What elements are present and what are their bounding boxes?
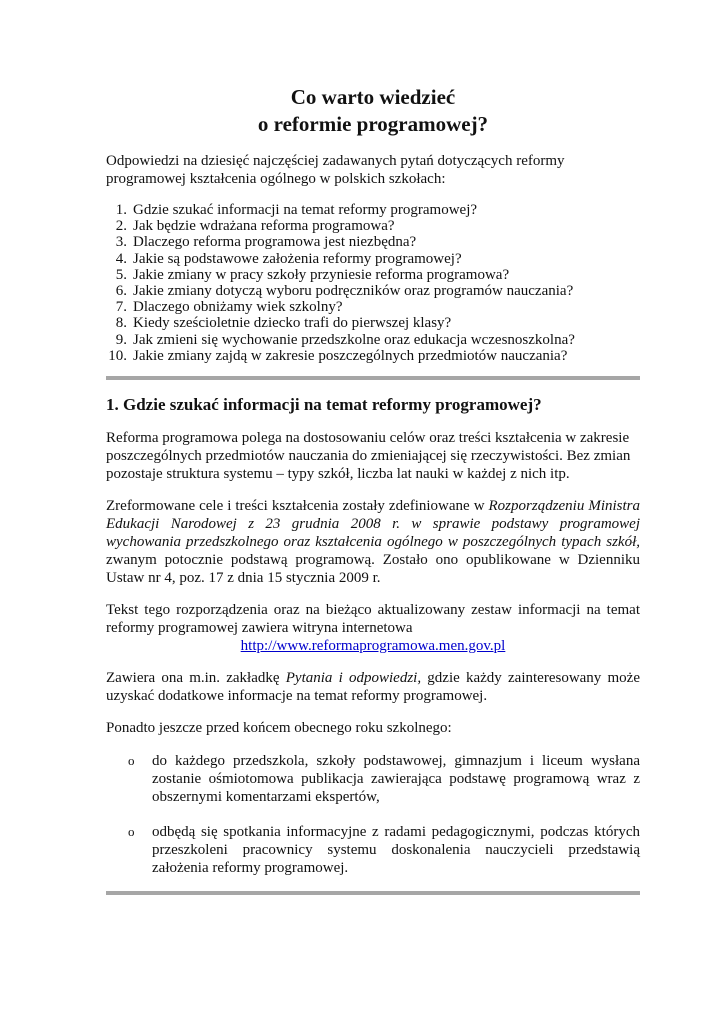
document-title xyxy=(106,84,640,138)
section-divider xyxy=(106,376,640,380)
bullet-marker: o xyxy=(128,753,135,769)
list-item: 8. Kiedy sześcioletnie dziecko trafi do pierwszej klasy? xyxy=(115,315,452,332)
body-paragraph: Ponadto jeszcze przed końcem obecnego roku szkolnego: xyxy=(106,720,452,737)
bullet-list xyxy=(106,752,640,877)
list-item: 9. Jak zmieni się wychowanie przedszkolne oraz edukacja wczesnoszkolna? xyxy=(115,331,575,348)
title-line-1: Co warto wiedzieć xyxy=(290,85,456,109)
document-page xyxy=(106,84,640,895)
tab-name: Pytania i odpowiedzi, xyxy=(285,670,422,687)
body-paragraph: Zreformowane cele i treści kształcenia zostały zdefiniowane w Rozporządzeniu Ministra Edukacji Narodowej z 23 grudnia 2008 r. w sprawie podstawy programowej wychowania przedszkolnego oraz kształcenia ogólnego w poszczególnych typach szkół, zwanym potocznie podstawą programową. Zostało ono opublikowane w Dzienniku Ustaw nr 4, poz. 17 z dnia 15 stycznia 2009 r. xyxy=(106,498,641,587)
list-item: 3. Dlaczego reforma programowa jest niezbędna? xyxy=(115,234,417,251)
title-line-2: o reformie programowej? xyxy=(257,112,489,136)
intro-paragraph: Odpowiedzi na dziesięć najczęściej zadawanych pytań dotyczących reformy programowej kształcenia ogólnego w polskich szkołach: xyxy=(106,153,565,187)
section-heading: 1. Gdzie szukać informacji na temat reformy programowej? xyxy=(106,395,542,415)
list-item: 4. Jakie są podstawowe założenia reformy programowej? xyxy=(115,250,462,267)
list-item: 6. Jakie zmiany dotyczą wyboru podręczników oraz programów nauczania? xyxy=(115,283,574,300)
bullet-marker: o xyxy=(128,824,135,840)
list-item: o odbędą się spotkania informacyjne z radami pedagogicznymi, podczas których przeszkoleni pracownicy systemu doskonalenia nauczycieli przedstawią założenia reformy programowej. xyxy=(106,823,640,877)
list-item: 2. Jak będzie wdrażana reforma programowa? xyxy=(115,218,395,235)
website-link[interactable]: http://www.reformaprogramowa.men.gov.pl xyxy=(240,638,506,655)
body-paragraph: Reforma programowa polega na dostosowaniu celów oraz treści kształcenia w zakresie poszczególnych przedmiotów nauczania do zmieniającej się rzeczywistości. Bez zmian pozostaje struktura systemu – typy szkół, liczba lat nauki w każdej z nich itp. xyxy=(106,430,631,483)
list-item: o do każdego przedszkola, szkoły podstawowej, gimnazjum i liceum wysłana zostanie ośmiotomowa publikacja zawierająca podstawę programową wraz z obszernymi komentarzami ekspertów, xyxy=(106,752,640,806)
list-item: 10. Jakie zmiany zajdą w zakresie poszczególnych przedmiotów nauczania? xyxy=(108,347,568,364)
question-list xyxy=(106,202,640,364)
list-item: 7. Dlaczego obniżamy wiek szkolny? xyxy=(115,299,343,316)
body-paragraph: Tekst tego rozporządzenia oraz na bieżąco aktualizowany zestaw informacji na temat reformy programowej zawiera witryna internetowa http://www.reformaprogramowa.men.gov.pl xyxy=(106,602,640,655)
body-paragraph: Zawiera ona m.in. zakładkę Pytania i odpowiedzi, gdzie każdy zainteresowany może uzyskać dodatkowe informacje na temat reformy programowej. xyxy=(106,670,640,705)
list-item: 1. Gdzie szukać informacji na temat reformy programowej? xyxy=(115,202,478,218)
list-item: 5. Jakie zmiany w pracy szkoły przyniesie reforma programowa? xyxy=(115,266,510,283)
section-divider xyxy=(106,891,640,895)
regulation-title: Rozporządzeniu Ministra Edukacji Narodowej z 23 grudnia 2008 r. w sprawie podstawy programowej wychowania przedszkolnego oraz kształcenia ogólnego w poszczególnych typach szkół, xyxy=(106,498,641,551)
